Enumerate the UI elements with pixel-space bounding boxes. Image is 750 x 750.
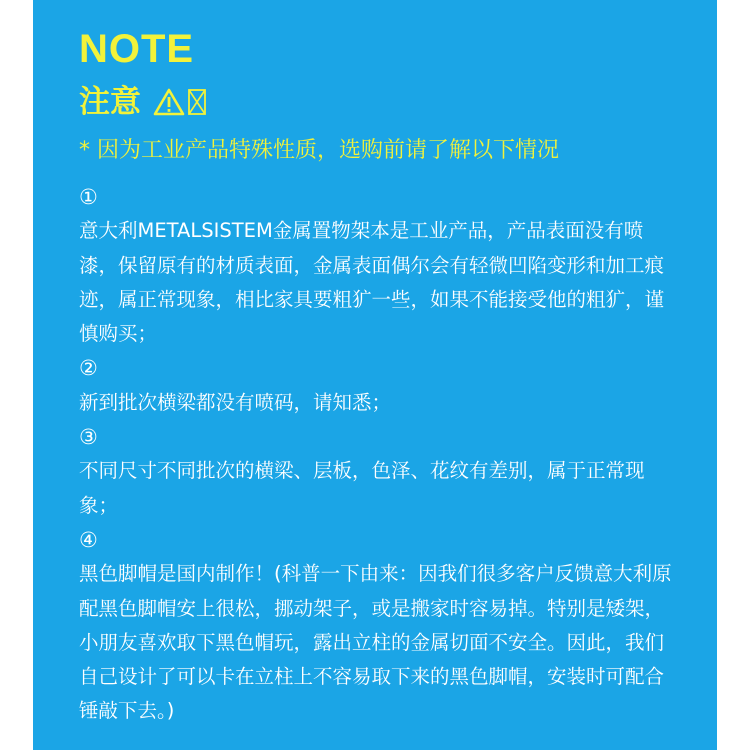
note-item-1 — [79, 180, 679, 351]
note-item-4 — [79, 523, 679, 729]
note-text-1: 意大利METALSISTEM金属置物架本是工业产品，产品表面没有喷漆，保留原有的材质表面，金属表面偶尔会有轻微凹陷变形和加工痕迹，属正常现象，相比家具要粗犷一些，如果不能接受他的粗犷，谨慎购买； — [79, 219, 665, 346]
warning-triangle-icon — [153, 87, 185, 117]
note-marker-1: ① — [79, 185, 98, 209]
notice-panel — [33, 0, 717, 750]
note-text-2: 新到批次横梁都没有喷码，请知悉； — [79, 390, 392, 414]
note-item-2 — [79, 351, 679, 420]
note-item-3 — [79, 420, 679, 523]
title-chinese — [79, 80, 207, 124]
note-text-4: 黑色脚帽是国内制作！(科普一下由来：因我们很多客户反馈意大利原配黑色脚帽安上很松，挪动架子，或是搬家时容易掉。特别是矮架，小朋友喜欢取下黑色帽玩，露出立柱的金属切面不安全。因此，我们自己设计了可以卡在立柱上不容易取下来的黑色脚帽，安装时可配合锤敲下去。) — [79, 562, 672, 723]
title-chinese-text: 注意 — [79, 84, 141, 120]
notes-list — [79, 180, 679, 729]
title-english: NOTE — [79, 27, 195, 71]
missing-glyph-box-icon — [187, 87, 207, 117]
note-marker-2: ② — [79, 356, 98, 381]
note-text-3: 不同尺寸不同批次的横梁、层板，色泽、花纹有差别，属于正常现象； — [79, 459, 645, 517]
note-marker-3: ③ — [79, 425, 98, 450]
note-marker-4: ④ — [79, 527, 98, 552]
subtitle-note: * 因为工业产品特殊性质，选购前请了解以下情况 — [79, 138, 559, 163]
